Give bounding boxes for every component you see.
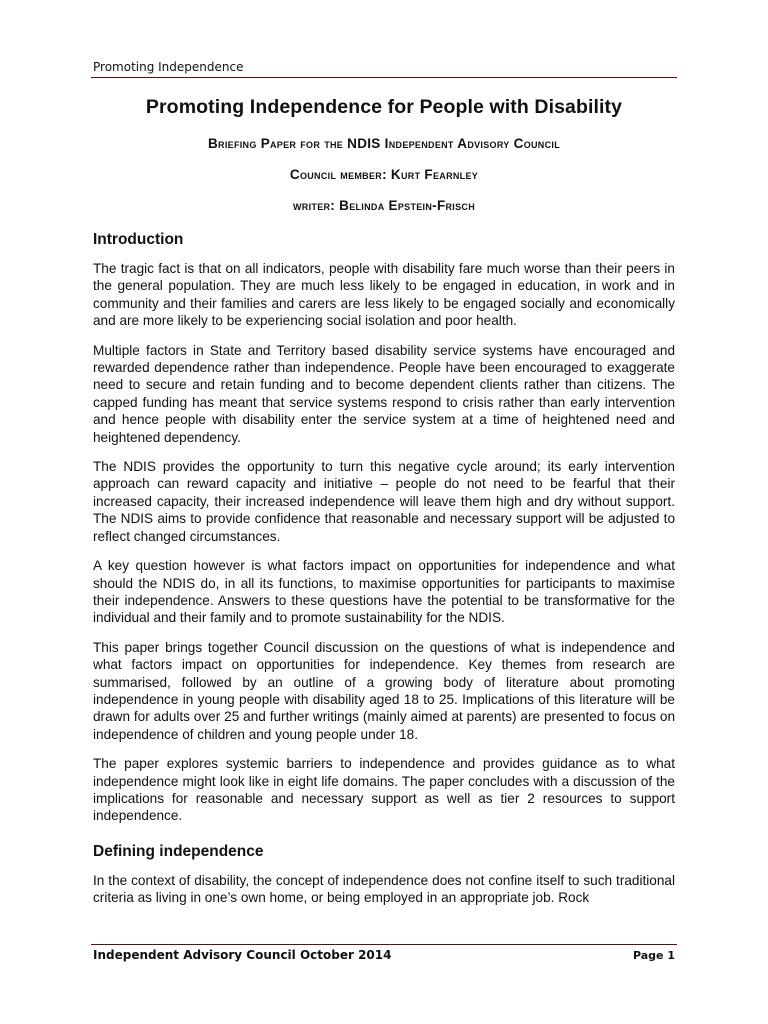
header-rule (91, 77, 677, 78)
page-number: Page 1 (632, 949, 675, 962)
document-title: Promoting Independence for People with Disability (145, 96, 623, 118)
footer-council-date: Independent Advisory Council October 2014 (93, 948, 392, 962)
paragraph: The paper explores systemic barriers to independence and provides guidance as to what independence might look like in eight life domains. The paper concludes with a discussion of the implications for reasonable and necessary support as well as tier 2 resources to support independence. (93, 756, 675, 824)
briefing-subtitle: Briefing Paper for the NDIS Independent Advisory Council (208, 136, 560, 151)
running-header: Promoting Independence (93, 60, 244, 74)
council-member-line: Council member: Kurt Fearnley (289, 167, 479, 182)
paragraph: The NDIS provides the opportunity to turn this negative cycle around; its early intervention approach can reward capacity and initiative – people do not need to be fearful that their increased capacity, their increased independence will leave them high and dry without support. The NDIS aims to provide confidence that reasonable and necessary support will be adjusted to reflect changed circumstances. (93, 459, 675, 544)
document-body (93, 96, 675, 907)
section-heading-defining-independence: Defining independence (93, 842, 264, 860)
writer-line: writer: Belinda Epstein-Frisch (293, 198, 475, 213)
paragraph: In the context of disability, the concept of independence does not confine itself to such traditional criteria as living in one’s own home, or being employed in an appropriate job. Rock (93, 872, 675, 906)
footer-rule (91, 944, 677, 945)
paragraph: Multiple factors in State and Territory based disability service systems have encouraged and rewarded dependence rather than independence. People have been encouraged to exaggerate need to secure and retain funding and to become dependent clients rather than citizens. The capped funding has meant that service systems respond to crisis rather than early intervention and hence people with disability enter the service system at a time of heightened need and heightened dependency. (93, 342, 675, 445)
paragraph: This paper brings together Council discussion on the questions of what is independence and what factors impact on opportunities for independence. Key themes from research are summarised, followed by an outline of a growing body of literature about promoting independence in young people with disability aged 18 to 25. Implications of this literature will be drawn for adults over 25 and further writings (mainly aimed at parents) are presented to focus on independence of children and young people under 18. (93, 639, 675, 742)
section-heading-introduction: Introduction (93, 231, 184, 248)
paragraph: The tragic fact is that on all indicators, people with disability fare much worse than their peers in the general population. They are much less likely to be engaged in education, in work and in community and their families and carers are less likely to be engaged socially and economically and are more likely to be experiencing social isolation and poor health. (93, 261, 675, 329)
paragraph: A key question however is what factors impact on opportunities for independence and what should the NDIS do, in all its functions, to maximise opportunities for participants to maximise their independence. Answers to these questions have the potential to be transformative for the individual and their family and to promote sustainability for the NDIS. (93, 558, 675, 626)
